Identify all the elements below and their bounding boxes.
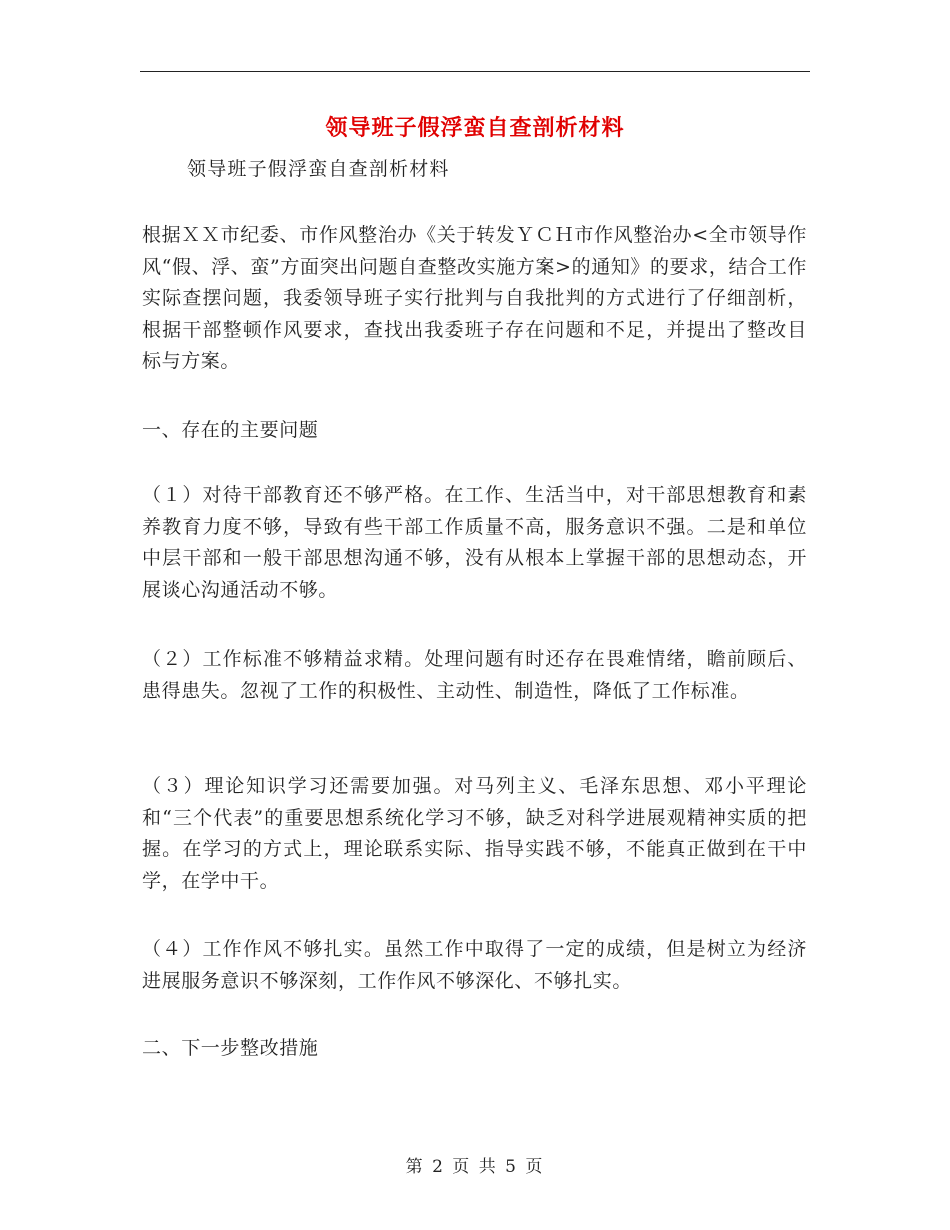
section-heading-problems: 一、存在的主要问题 [142, 419, 319, 441]
intro-paragraph: 根据ＸＸ市纪委、市作风整治办《关于转发ＹＣＨ市作风整治办<全市领导作风“假、浮、蛮”方面突出问题自查整改实施方案>的通知》的要求，结合工作实际查摆问题，我委领导班子实行批判与自我批判的方式进行了仔细剖析，根据干部整顿作风要求，查找出我委班子存在问题和不足，并提出了整改目标与方案。 [142, 224, 807, 372]
document-title: 领导班子假浮蛮自查剖析材料 [325, 115, 625, 141]
problem-item-3: （３）理论知识学习还需要加强。对马列主义、毛泽东思想、邓小平理论和“三个代表”的重要思想系统化学习不够，缺乏对科学进展观精神实质的把握。在学习的方式上，理论联系实际、指导实践不够，不能真正做到在干中学，在学中干。 [142, 775, 807, 892]
page-number-footer: 第 2 页 共 5 页 [405, 1157, 545, 1177]
problem-item-2: （２）工作标准不够精益求精。处理问题有时还存在畏难情绪，瞻前顾后、患得患失。忽视了工作的积极性、主动性、制造性，降低了工作标准。 [142, 648, 807, 702]
header-rule [140, 71, 810, 72]
problem-item-4: （４）工作作风不够扎实。虽然工作中取得了一定的成绩，但是树立为经济进展服务意识不够深刻，工作作风不够深化、不够扎实。 [142, 938, 807, 992]
section-heading-measures: 二、下一步整改措施 [142, 1037, 319, 1059]
document-subtitle: 领导班子假浮蛮自查剖析材料 [187, 158, 450, 180]
problem-item-1: （１）对待干部教育还不够严格。在工作、生活当中，对干部思想教育和素养教育力度不够，导致有些干部工作质量不高，服务意识不强。二是和单位中层干部和一般干部思想沟通不够，没有从根本上掌握干部的思想动态，开展谈心沟通活动不够。 [142, 484, 807, 601]
